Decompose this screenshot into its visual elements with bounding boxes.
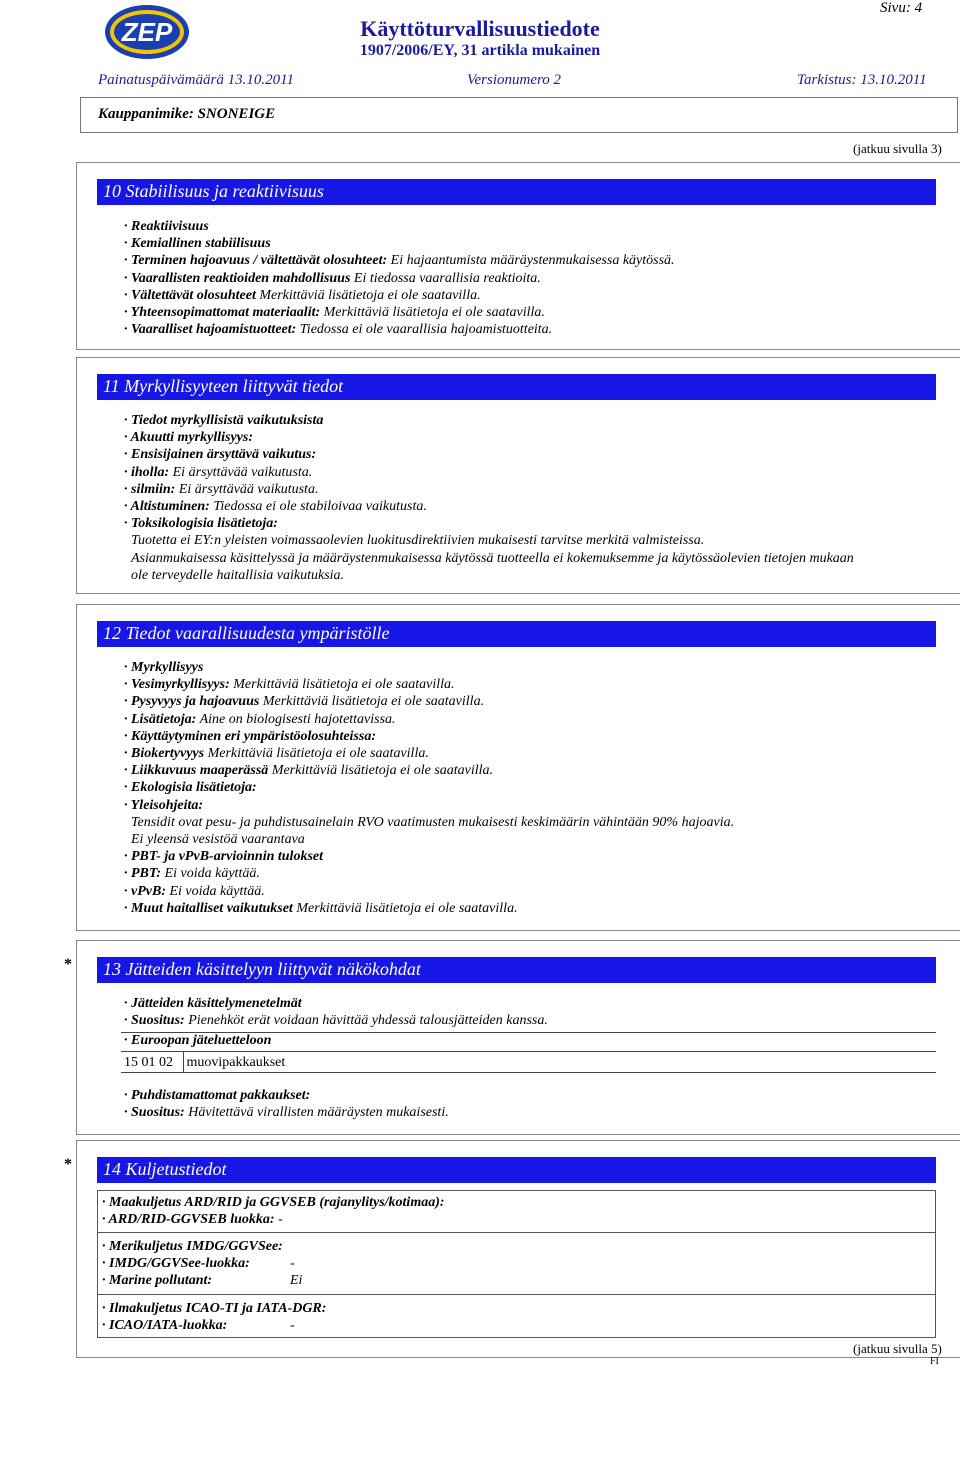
bioaccumulation-value: Merkittäviä lisätietoja ei ole saatavilla. xyxy=(204,746,429,762)
eyes-value: Ei ärsyttävää vaikutusta. xyxy=(175,481,319,497)
waste-catalogue-label: · Euroopan jäteluetteloon xyxy=(121,1032,936,1052)
soil-mobility-value: Merkittäviä lisätietoja ei ole saatavilla. xyxy=(268,763,494,779)
eyes-label: · silmiin: xyxy=(124,481,176,497)
print-date: Painatuspäivämäärä 13.10.2011 xyxy=(98,72,294,88)
sensitisation-value: Tiedossa ei ole stabiloivaa vaikutusta. xyxy=(209,499,427,515)
reactivity-label: · Reaktiivisuus xyxy=(124,219,209,234)
uncleaned-packaging-label: · Puhdistamattomat pakkaukset: xyxy=(124,1088,311,1103)
sea-transport xyxy=(102,1238,302,1290)
skin-value: Ei ärsyttävää vaikutusta. xyxy=(169,464,313,480)
logo-text: ZEP xyxy=(121,17,173,47)
review-date: Tarkistus: 13.10.2011 xyxy=(797,72,927,88)
section-11 xyxy=(76,357,960,594)
incompatible-materials-value: Merkittäviä lisätietoja ei ole saatavilla. xyxy=(320,305,545,321)
icao-class-value: - xyxy=(290,1318,295,1334)
skin-label: · iholla: xyxy=(124,464,170,480)
waste-catalogue-table xyxy=(121,1032,936,1073)
soil-mobility-label: · Liikkuvuus maaperässä xyxy=(124,763,269,779)
ecological-info-label: · Ekologisia lisätietoja: xyxy=(124,780,257,796)
vpvb-value: Ei voida käyttää. xyxy=(165,883,265,899)
disposal-methods-label: · Jätteiden käsittelymenetelmät xyxy=(124,996,302,1011)
waste-code: 15 01 02 xyxy=(121,1052,183,1072)
section-14-change-marker: * xyxy=(64,1156,72,1173)
aquatic-toxicity-label: · Vesimyrkyllisyys: xyxy=(124,677,230,693)
version-number: Versionumero 2 xyxy=(467,72,562,88)
section-14 xyxy=(76,1140,960,1358)
waste-description: muovipakkaukset xyxy=(183,1052,936,1072)
marine-pollutant-value: Ei xyxy=(290,1273,303,1289)
other-effects-value: Merkittäviä lisätietoja ei ole saatavilla. xyxy=(292,900,518,916)
section-10 xyxy=(76,162,960,350)
decomposition-products-value: Tiedossa ei ole vaarallisia hajoamistuotteita. xyxy=(296,322,553,338)
table-row xyxy=(121,1052,936,1072)
toxicological-info-label: · Toksikologisia lisätietoja: xyxy=(124,516,278,532)
decomposition-products-label: · Vaaralliset hajoamistuotteet: xyxy=(124,322,297,338)
thermal-decomposition-label: · Terminen hajoavuus / vältettävät olosuhteet: xyxy=(124,253,388,269)
incompatible-materials-label: · Yhteensopimattomat materiaalit: xyxy=(124,305,321,321)
adr-class-value: - xyxy=(274,1212,283,1228)
toxic-effects-label: · Tiedot myrkyllisistä vaikutuksista xyxy=(124,413,324,428)
section-12 xyxy=(76,604,960,931)
section-13 xyxy=(76,940,960,1135)
icao-class-label: · ICAO/IATA-luokka: xyxy=(102,1318,228,1334)
environmental-behaviour-label: · Käyttäytyminen eri ympäristöolosuhteissa: xyxy=(124,728,377,744)
persistence-label: · Pysyvyys ja hajoavuus xyxy=(124,694,260,710)
air-transport-label: · Ilmakuljetus ICAO-TI ja IATA-DGR: xyxy=(102,1301,327,1316)
toxicological-info-text-2: Asianmukaisessa käsittelyssä ja määräystenmukaisessa käytössä tuotteella ei kokemuksemme ja käytössäolevien tietojen mukaan xyxy=(131,550,854,566)
acute-toxicity-label: · Akuutti myrkyllisyys: xyxy=(124,430,253,446)
sensitisation-label: · Altistuminen: xyxy=(124,499,210,515)
bioaccumulation-label: · Biokertyvyys xyxy=(124,746,205,762)
additional-info-label: · Lisätietoja: xyxy=(124,711,197,727)
chemical-stability-label: · Kemiallinen stabiilisuus xyxy=(124,236,271,252)
packaging-recommendation-value: Hävitettävä virallisten määräysten mukaisesti. xyxy=(184,1105,449,1121)
primary-irritant-label: · Ensisijainen ärsyttävä vaikutus: xyxy=(124,447,317,463)
conditions-to-avoid-label: · Vältettävät olosuhteet xyxy=(124,287,256,303)
general-notes-text-1: Tensidit ovat pesu- ja puhdistusainelain RVO vaatimusten mukaisesti keskimäärin vähintään 90% hajoavia. xyxy=(131,814,735,830)
other-effects-label: · Muut haitalliset vaikutukset xyxy=(124,900,293,916)
marine-pollutant-label: · Marine pollutant: xyxy=(102,1273,213,1289)
adr-class-label: · ARD/RID-GGVSEB luokka: xyxy=(102,1212,275,1228)
general-notes-label: · Yleisohjeita: xyxy=(124,797,204,813)
section-13-title: 13 Jätteiden käsittelyyn liittyvät näkökohdat xyxy=(97,957,936,983)
section-12-title: 12 Tiedot vaarallisuudesta ympäristölle xyxy=(97,621,936,647)
recommendation-label: · Suositus: xyxy=(124,1013,185,1029)
general-notes-text-2: Ei yleensä vesistöä vaarantava xyxy=(131,832,305,848)
pbt-value: Ei voida käyttää. xyxy=(161,866,260,882)
continued-to: (jatkuu sivulla 5) xyxy=(853,1341,942,1356)
recommendation-value: Pienehköt erät voidaan hävittää yhdessä talousjätteiden kanssa. xyxy=(184,1013,548,1029)
language-code: FI xyxy=(930,1356,939,1367)
persistence-value: Merkittäviä lisätietoja ei ole saatavilla. xyxy=(259,694,485,710)
air-transport xyxy=(102,1300,326,1334)
section-13-content-2 xyxy=(124,1087,449,1121)
imdg-class-label: · IMDG/GGVSee-luokka: xyxy=(102,1256,250,1272)
document-title: Käyttöturvallisuustiedote xyxy=(360,16,600,41)
section-11-title: 11 Myrkyllisyyteen liittyvät tiedot xyxy=(97,374,936,400)
section-12-content xyxy=(124,659,734,917)
divider xyxy=(98,1294,936,1295)
toxicological-info-text-3: ole terveydelle haitallisia vaikutuksia. xyxy=(131,567,345,583)
toxicological-info-text-1: Tuotetta ei EY:n yleisten voimassaolevien luokitusdirektiivien mukaisesti tarvitse merkitä valmisteissa. xyxy=(131,533,705,549)
additional-info-value: Aine on biologisesti hajotettavissa. xyxy=(196,711,396,727)
hazardous-reactions-value: Ei tiedossa vaarallisia reaktioita. xyxy=(350,270,541,286)
trade-name: Kauppanimike: SNONEIGE xyxy=(98,106,276,122)
document-subtitle: 1907/2006/EY, 31 artikla mukainen xyxy=(359,42,601,59)
transport-table xyxy=(97,1190,936,1338)
section-13-content xyxy=(124,995,548,1029)
hazardous-reactions-label: · Vaarallisten reaktioiden mahdollisuus xyxy=(124,270,351,286)
toxicity-label: · Myrkyllisyys xyxy=(124,660,204,675)
pbt-vpvb-label: · PBT- ja vPvB-arvioinnin tulokset xyxy=(124,849,323,865)
section-13-change-marker: * xyxy=(64,956,72,973)
packaging-recommendation-label: · Suositus: xyxy=(124,1105,185,1121)
pbt-label: · PBT: xyxy=(124,866,162,882)
section-14-title: 14 Kuljetustiedot xyxy=(97,1157,936,1183)
land-transport-label: · Maakuljetus ARD/RID ja GGVSEB (rajanylitys/kotimaa): xyxy=(102,1195,445,1210)
trade-name-box xyxy=(80,97,958,133)
sea-transport-label: · Merikuljetus IMDG/GGVSee: xyxy=(102,1239,283,1254)
page-number: Sivu: 4 xyxy=(880,0,923,16)
vpvb-label: · vPvB: xyxy=(124,883,166,899)
divider xyxy=(98,1232,936,1233)
conditions-to-avoid-value: Merkittäviä lisätietoja ei ole saatavilla. xyxy=(255,287,481,303)
continued-from: (jatkuu sivulla 3) xyxy=(853,141,942,156)
land-transport xyxy=(102,1194,445,1228)
imdg-class-value: - xyxy=(290,1256,295,1272)
section-11-content xyxy=(124,412,854,584)
aquatic-toxicity-value: Merkittäviä lisätietoja ei ole saatavilla. xyxy=(229,677,455,693)
section-10-content xyxy=(124,218,675,338)
section-10-title: 10 Stabiilisuus ja reaktiivisuus xyxy=(97,179,936,205)
thermal-decomposition-value: Ei hajaantumista määräystenmukaisessa käytössä. xyxy=(387,253,675,269)
